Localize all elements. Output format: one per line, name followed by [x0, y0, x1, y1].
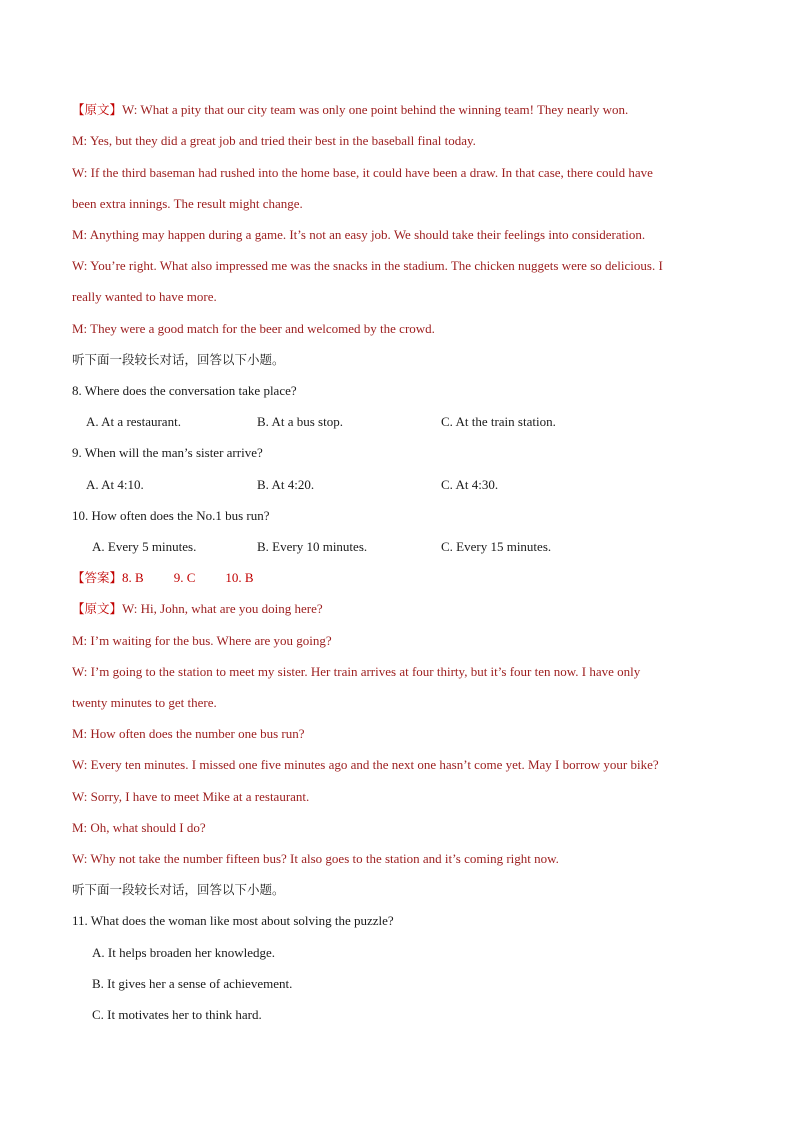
answer-10: 10. B	[225, 570, 254, 585]
transcript-2-line-3: W: I’m going to the station to meet my sister. Her train arrives at four thirty, but it’s four ten now. I have only	[72, 664, 641, 679]
q10-option-a: A. Every 5 minutes.	[92, 539, 197, 554]
transcript-1-line-1: 【原文】W: What a pity that our city team was only one point behind the winning team! They nearly won.	[72, 102, 629, 117]
q11-option-c: C. It motivates her to think hard.	[92, 1007, 262, 1022]
transcript-2-line-1: 【原文】W: Hi, John, what are you doing here?	[72, 601, 323, 616]
q11-option-b: B. It gives her a sense of achievement.	[92, 976, 293, 991]
q10-option-c: C. Every 15 minutes.	[441, 539, 552, 554]
q8-option-c: C. At the train station.	[441, 414, 556, 429]
question-9: 9. When will the man’s sister arrive?	[72, 445, 263, 460]
q8-option-b: B. At a bus stop.	[257, 414, 343, 429]
section-instruction: 听下面一段较长对话，回答以下小题。	[72, 882, 285, 897]
answer-9: 9. C	[173, 570, 196, 585]
answer-line	[72, 569, 254, 587]
q11-option-a: A. It helps broaden her knowledge.	[92, 945, 276, 960]
answer-tag: 【答案】	[72, 570, 123, 585]
transcript-2-line-7: W: Sorry, I have to meet Mike at a restaurant.	[72, 789, 310, 804]
transcript-2-line-5: M: How often does the number one bus run?	[72, 726, 305, 741]
section-instruction: 听下面一段较长对话，回答以下小题。	[72, 352, 285, 367]
transcript-2-line-4: twenty minutes to get there.	[72, 695, 217, 710]
q10-option-b: B. Every 10 minutes.	[257, 539, 368, 554]
transcript-1-line-6: W: You’re right. What also impressed me was the snacks in the stadium. The chicken nuggets were so delicious. I	[72, 258, 663, 273]
transcript-1-line-3: W: If the third baseman had rushed into the home base, it could have been a draw. In that case, there could have	[72, 165, 653, 180]
transcript-2-line-6: W: Every ten minutes. I missed one five minutes ago and the next one hasn’t come yet. May I borrow your bike?	[72, 757, 659, 772]
q9-option-b: B. At 4:20.	[257, 477, 315, 492]
question-10: 10. How often does the No.1 bus run?	[72, 508, 270, 523]
question-8: 8. Where does the conversation take place?	[72, 383, 297, 398]
transcript-2-line-8: M: Oh, what should I do?	[72, 820, 206, 835]
answer-8: 8. B	[122, 570, 144, 585]
question-11: 11. What does the woman like most about solving the puzzle?	[72, 913, 394, 928]
transcript-1-line-5: M: Anything may happen during a game. It’s not an easy job. We should take their feelings into consideration.	[72, 227, 646, 242]
transcript-1-line-7: really wanted to have more.	[72, 289, 217, 304]
transcript-1-line-8: M: They were a good match for the beer and welcomed by the crowd.	[72, 321, 435, 336]
original-text-tag: 【原文】	[72, 102, 123, 117]
q9-option-c: C. At 4:30.	[441, 477, 499, 492]
q9-option-a: A. At 4:10.	[86, 477, 144, 492]
transcript-2-line-9: W: Why not take the number fifteen bus? It also goes to the station and it’s coming right now.	[72, 851, 559, 866]
transcript-1-line-4: been extra innings. The result might change.	[72, 196, 303, 211]
transcript-2-line-2: M: I’m waiting for the bus. Where are you going?	[72, 633, 332, 648]
original-text-tag: 【原文】	[72, 601, 123, 616]
q8-option-a: A. At a restaurant.	[86, 414, 181, 429]
transcript-1-line-2: M: Yes, but they did a great job and tried their best in the baseball final today.	[72, 133, 476, 148]
